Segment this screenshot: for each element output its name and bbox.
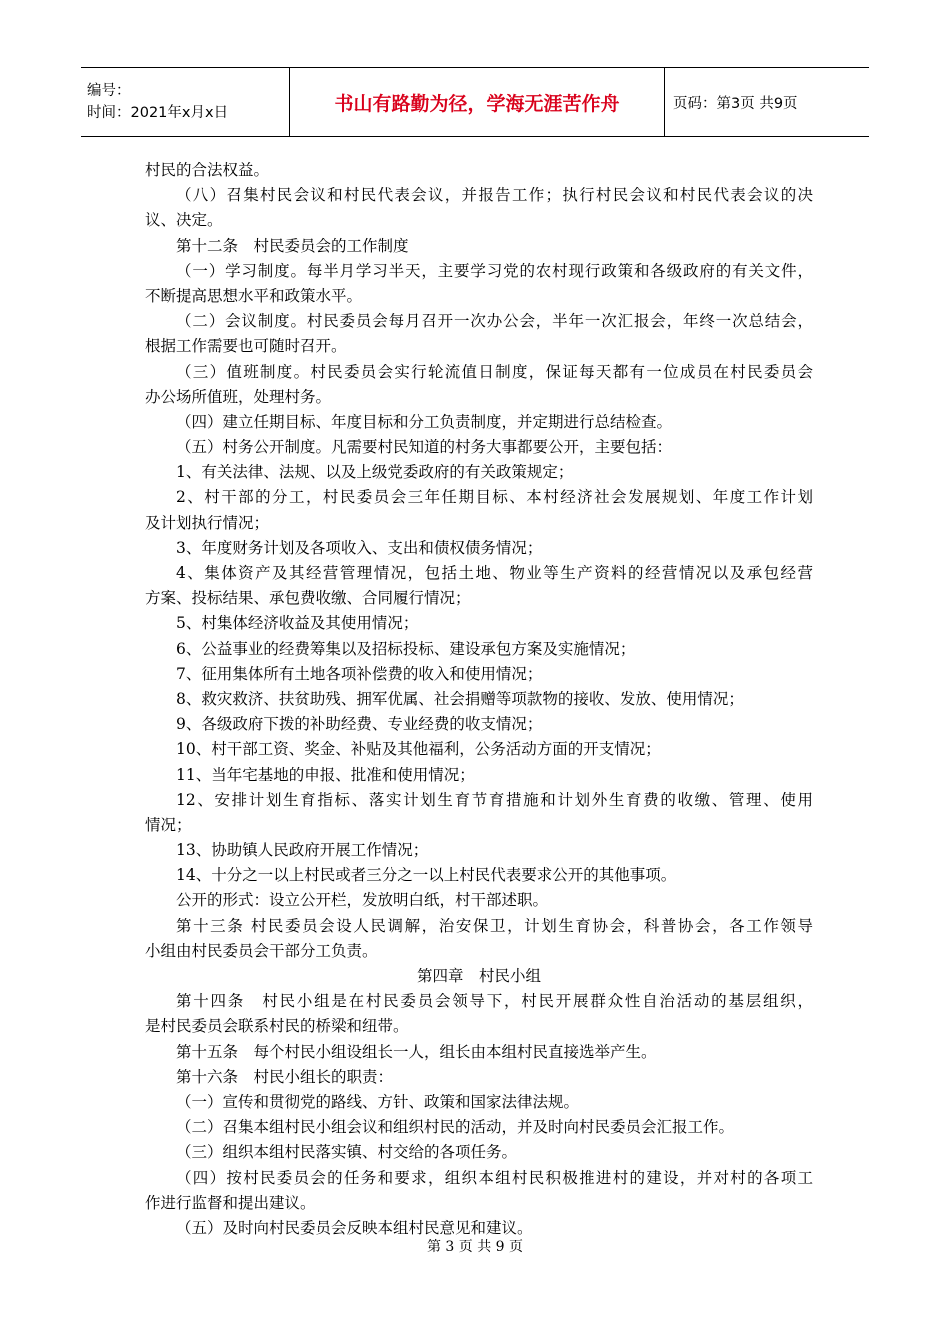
page-footer — [0, 1236, 950, 1256]
text-line: （二）会议制度。村民委员会每月召开一次办公会，半年一次汇报会，年终一次总结会， — [176, 312, 813, 331]
text-line: （四）按村民委员会的任务和要求，组织本组村民积极推进村的建设，并对村的各项工 — [176, 1168, 813, 1187]
text-line: 5、村集体经济收益及其使用情况； — [176, 614, 419, 633]
text-line: （一）学习制度。每半月学习半天，主要学习党的农村现行政策和各级政府的有关文件， — [176, 261, 813, 280]
text-line: 第十六条 村民小组长的职责： — [176, 1067, 394, 1086]
text-line: 是村民委员会联系村民的桥梁和纽带。 — [145, 1017, 409, 1036]
text-line: 及计划执行情况； — [145, 513, 270, 532]
document-body — [145, 158, 813, 1241]
text-line: 情况； — [145, 815, 192, 834]
text-line: 议、决定。 — [145, 211, 223, 230]
text-line: 小组由村民委员会干部分工负责。 — [145, 941, 378, 960]
text-line: 7、征用集体所有土地各项补偿费的收入和使用情况； — [176, 664, 543, 683]
text-line: （五）村务公开制度。凡需要村民知道的村务大事都要公开，主要包括： — [176, 438, 673, 457]
header-page-cell — [665, 68, 869, 136]
header-motto-cell — [290, 68, 665, 136]
number-label: 编号： — [87, 83, 131, 99]
text-line: 10、村干部工资、奖金、补贴及其他福利，公务活动方面的开支情况； — [176, 740, 661, 759]
text-line: 4、集体资产及其经营管理情况，包括土地、物业等生产资料的经营情况以及承包经营 — [176, 564, 813, 582]
header-page-label: 页码：第3页 共9页 — [673, 95, 798, 112]
text-line: 13、协助镇人民政府开展工作情况； — [176, 841, 429, 860]
text-line: 第十三条 村民委员会设人民调解，治安保卫，计划生育协会，科普协会，各工作领导 — [176, 916, 813, 935]
text-line: 公开的形式：设立公开栏，发放明白纸，村干部述职。 — [176, 891, 549, 910]
text-line: （八）召集村民会议和村民代表会议，并报告工作；执行村民会议和村民代表会议的决 — [176, 186, 813, 205]
text-line: 根据工作需要也可随时召开。 — [145, 337, 347, 356]
text-line: 6、公益事业的经费筹集以及招标投标、建设承包方案及实施情况； — [176, 639, 636, 658]
text-line: 村民的合法权益。 — [145, 161, 270, 179]
text-line: 12、安排计划生育指标、落实计划生育节育措施和计划外生育费的收缴、管理、使用 — [176, 790, 813, 809]
text-line: 14、十分之一以上村民或者三分之一以上村民代表要求公开的其他事项。 — [176, 866, 677, 885]
text-line: （一）宣传和贯彻党的路线、方针、政策和国家法律法规。 — [176, 1092, 580, 1111]
text-line: 8、救灾救济、扶贫助残、拥军优属、社会捐赠等项款物的接收、发放、使用情况； — [176, 689, 744, 708]
footer-page-number: 第 3 页 共 9 页 — [426, 1239, 524, 1255]
time-label: 时间：2021年x月x日 — [87, 105, 229, 121]
text-line: 第十四条 村民小组是在村民委员会领导下，村民开展群众性自治活动的基层组织， — [176, 992, 813, 1011]
text-line: （五）及时向村民委员会反映本组村民意见和建议。 — [176, 1218, 533, 1237]
text-line: 3、年度财务计划及各项收入、支出和债权债务情况； — [176, 538, 543, 557]
text-line: 第十五条 每个村民小组设组长一人，组长由本组村民直接选举产生。 — [176, 1042, 657, 1061]
text-line: 1、有关法律、法规、以及上级党委政府的有关政策规定； — [176, 463, 574, 482]
text-line: （三）组织本组村民落实镇、村交给的各项任务。 — [176, 1143, 518, 1162]
text-line: 11、当年宅基地的申报、批准和使用情况； — [176, 765, 475, 784]
motto-text: 书山有路勤为径，学海无涯苦作舟 — [334, 92, 620, 115]
text-line: （四）建立任期目标、年度目标和分工负责制度，并定期进行总结检查。 — [176, 412, 673, 431]
text-line: 第十二条 村民委员会的工作制度 — [176, 236, 409, 255]
header-left-cell — [81, 68, 290, 136]
text-line: 作进行监督和提出建议。 — [145, 1193, 316, 1212]
text-line: 方案、投标结果、承包费收缴、合同履行情况； — [145, 589, 471, 608]
text-line: （三）值班制度。村民委员会实行轮流值日制度，保证每天都有一位成员在村民委员会 — [176, 362, 813, 381]
text-line: 不断提高思想水平和政策水平。 — [145, 286, 363, 305]
page-header — [81, 67, 869, 137]
chapter-heading: 第四章 村民小组 — [416, 967, 541, 985]
text-line: 9、各级政府下拨的补助经费、专业经费的收支情况； — [176, 715, 543, 734]
text-line: 办公场所值班，处理村务。 — [145, 387, 332, 406]
text-line: 2、村干部的分工，村民委员会三年任期目标、本村经济社会发展规划、年度工作计划 — [176, 488, 813, 507]
text-line: （二）召集本组村民小组会议和组织村民的活动，并及时向村民委员会汇报工作。 — [176, 1118, 735, 1137]
